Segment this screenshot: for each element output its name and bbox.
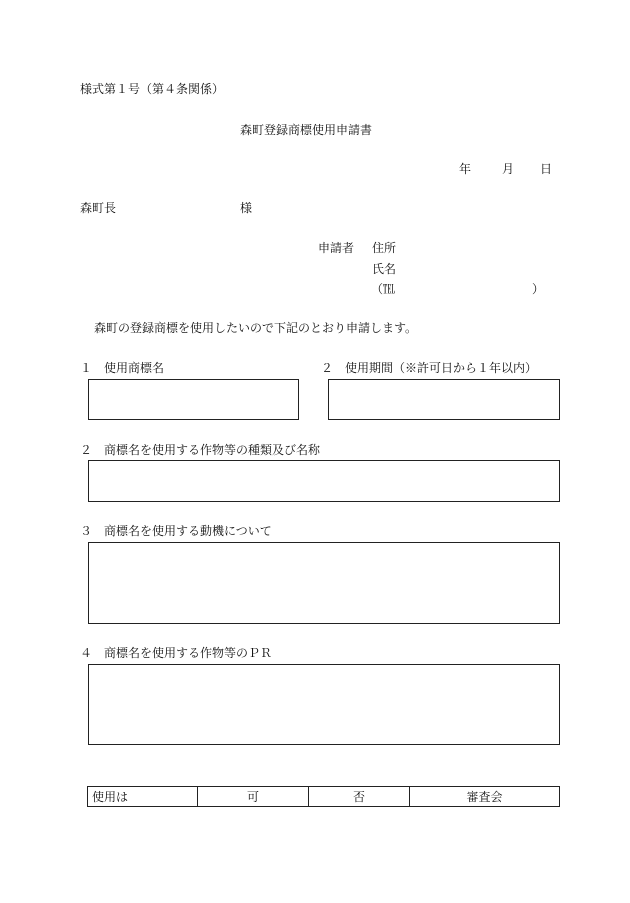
section-pr: ４ 商標名を使用する作物等のＰＲ: [80, 646, 273, 660]
form-number: 様式第１号（第４条関係）: [80, 82, 225, 96]
crop-type-box[interactable]: [88, 460, 560, 502]
section-motive: ３ 商標名を使用する動機について: [80, 524, 272, 538]
pr-box[interactable]: [88, 664, 560, 745]
date-year: 年: [459, 162, 472, 176]
addressee-honorific: 様: [240, 201, 253, 215]
usage-period-box[interactable]: [328, 379, 560, 420]
applicant-tel-close: ）: [532, 282, 545, 296]
intro-text: 森町の登録商標を使用したいので下記のとおり申請します。: [94, 321, 418, 335]
applicant-name-label: 氏名: [372, 262, 397, 276]
applicant-address-label: 住所: [372, 241, 397, 255]
date-month: 月: [502, 162, 515, 176]
addressee-mayor: 森町長: [80, 201, 117, 215]
section-trademark-name: １ 使用商標名: [80, 361, 165, 375]
review-committee: 審査会: [410, 787, 560, 807]
section-crop-type: ２ 商標名を使用する作物等の種類及び名称: [80, 443, 321, 457]
motive-box[interactable]: [88, 542, 560, 624]
applicant-tel-open: （℡: [371, 282, 396, 296]
page-title: 森町登録商標使用申請書: [240, 123, 373, 137]
review-table: [87, 786, 560, 807]
trademark-name-box[interactable]: [88, 379, 299, 420]
section-usage-period: ２ 使用期間（※許可日から１年以内）: [321, 361, 538, 375]
date-day: 日: [540, 162, 553, 176]
applicant-label: 申請者: [318, 241, 355, 255]
review-deny[interactable]: 否: [309, 787, 410, 807]
review-usage-label: 使用は: [88, 787, 198, 807]
review-approve[interactable]: 可: [198, 787, 309, 807]
